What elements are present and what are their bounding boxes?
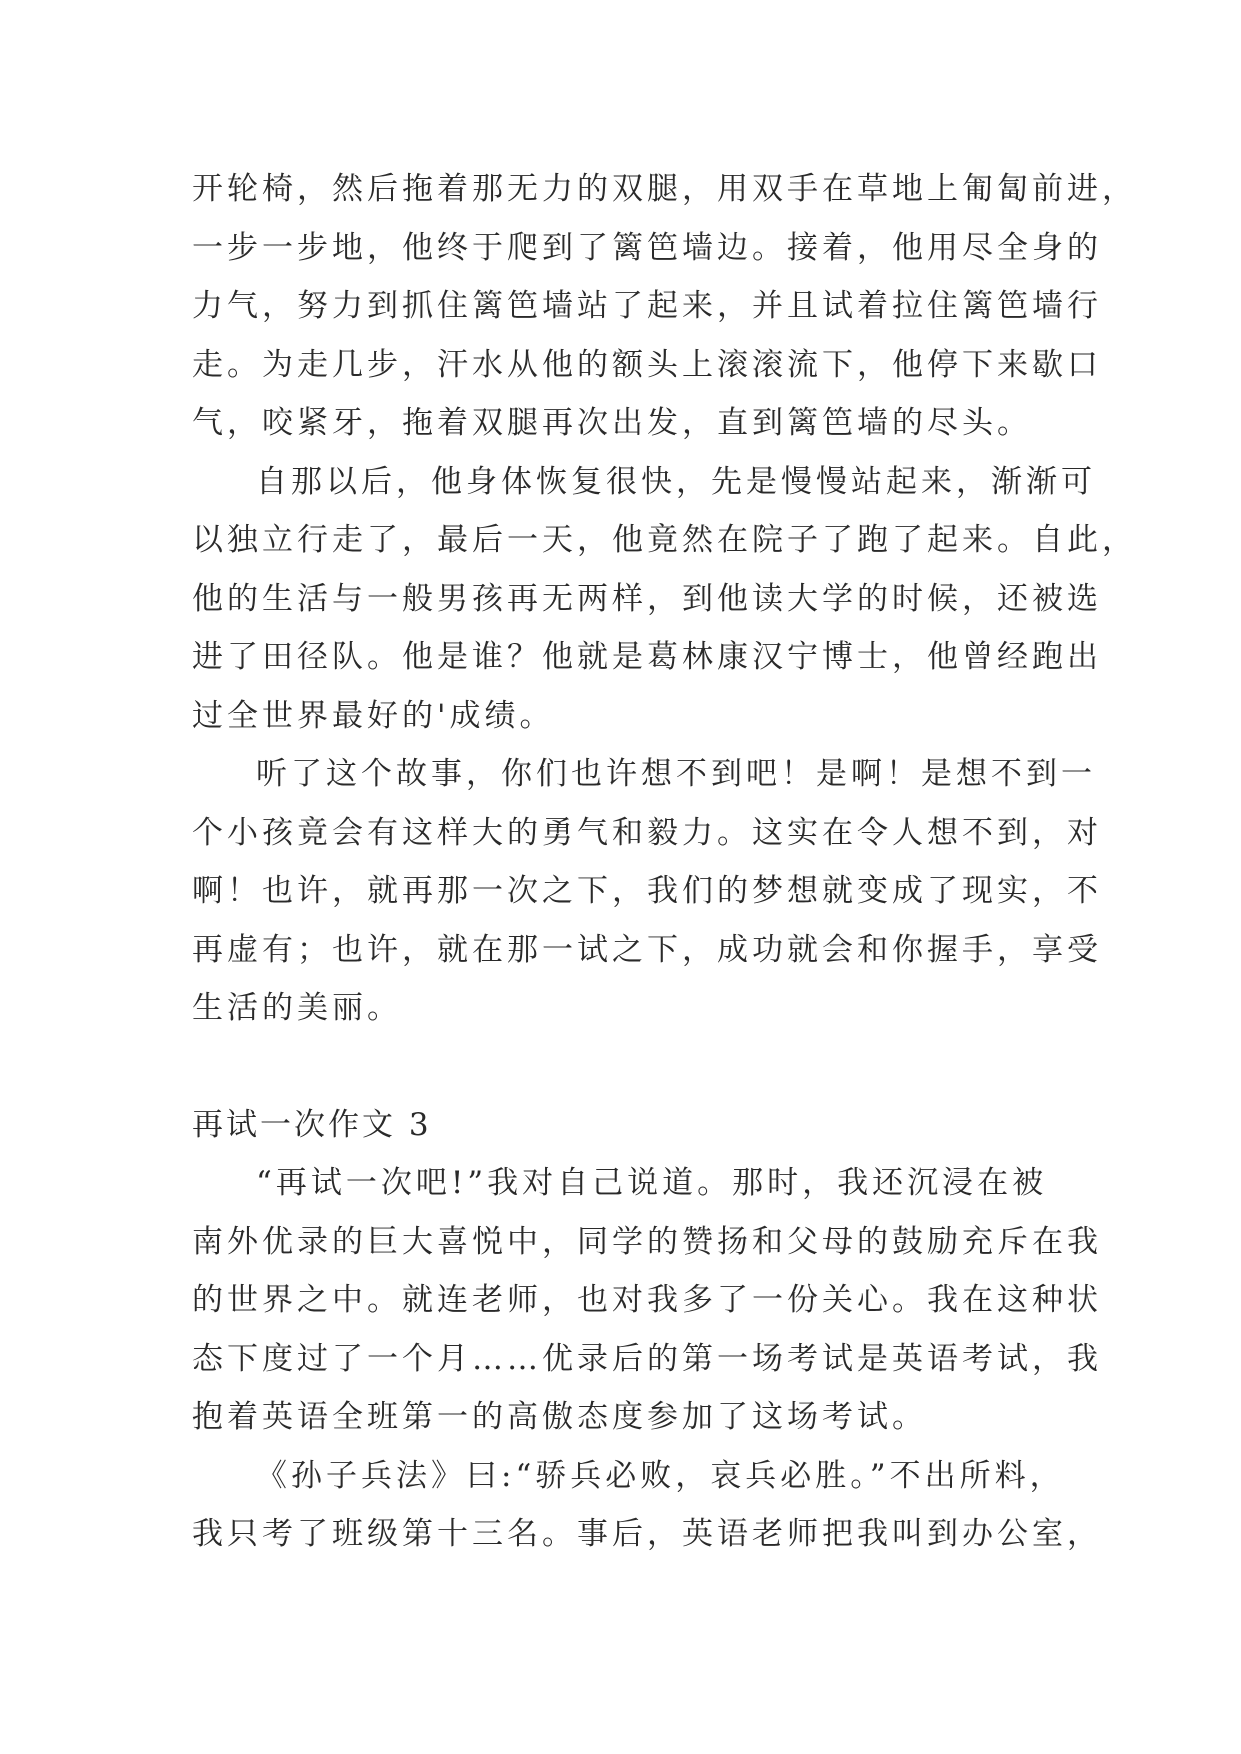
paragraph [192, 1447, 1102, 1564]
text-line: 《孙子兵法》曰:“骄兵必败，哀兵必胜。”不出所料， [256, 1457, 1065, 1494]
text-line: 自那以后，他身体恢复很快，先是慢慢站起来，渐渐可 [256, 463, 1096, 500]
text-line: “再试一次吧!”我对自己说道。那时，我还沉浸在被 [256, 1165, 1048, 1201]
text-line: 态下度过了一个月……优录后的第一场考试是英语考试，我 [192, 1340, 1102, 1377]
text-line: 气，咬紧牙，拖着双腿再次出发，直到篱笆墙的尽头。 [192, 405, 1032, 441]
text-line: 啊！也许，就再那一次之下，我们的梦想就变成了现实，不 [192, 873, 1102, 909]
section-heading: 再试一次作文 3 [192, 1106, 432, 1143]
text-line: 以独立行走了，最后一天，他竟然在院子了跑了起来。自此， [192, 522, 1137, 558]
text-line: 再虚有；也许，就在那一试之下，成功就会和你握手，享受 [192, 931, 1102, 968]
text-line: 开轮椅，然后拖着那无力的双腿，用双手在草地上匍匐前进， [192, 171, 1137, 207]
text-line: 个小孩竟会有这样大的勇气和毅力。这实在令人想不到，对 [192, 814, 1102, 851]
text-line: 南外优录的巨大喜悦中，同学的赞扬和父母的鼓励充斥在我 [192, 1223, 1102, 1260]
text-line: 生活的美丽。 [192, 990, 402, 1026]
text-line: 一步一步地，他终于爬到了篱笆墙边。接着，他用尽全身的 [192, 229, 1102, 266]
paragraph [192, 745, 1102, 1038]
paragraph [192, 1154, 1102, 1447]
text-line: 听了这个故事，你们也许想不到吧！是啊！是想不到一 [256, 756, 1096, 792]
text-line: 他的生活与一般男孩再无两样，到他读大学的时候，还被选 [192, 580, 1102, 617]
text-line: 力气，努力到抓住篱笆墙站了起来，并且试着拉住篱笆墙行 [192, 288, 1102, 324]
paragraph [192, 453, 1137, 746]
text-line: 的世界之中。就连老师，也对我多了一份关心。我在这种状 [192, 1282, 1102, 1318]
paragraph [192, 160, 1137, 453]
text-line: 我只考了班级第十三名。事后，英语老师把我叫到办公室， [192, 1516, 1102, 1552]
text-line: 进了田径队。他是谁？他就是葛林康汉宁博士，他曾经跑出 [192, 639, 1102, 675]
document-body [192, 160, 1137, 1564]
text-line: 走。为走几步，汗水从他的额头上滚滚流下，他停下来歇口 [192, 346, 1102, 383]
text-line: 过全世界最好的'成绩。 [192, 697, 555, 734]
text-line: 抱着英语全班第一的高傲态度参加了这场考试。 [192, 1399, 927, 1435]
blank-line [192, 1038, 1052, 1096]
